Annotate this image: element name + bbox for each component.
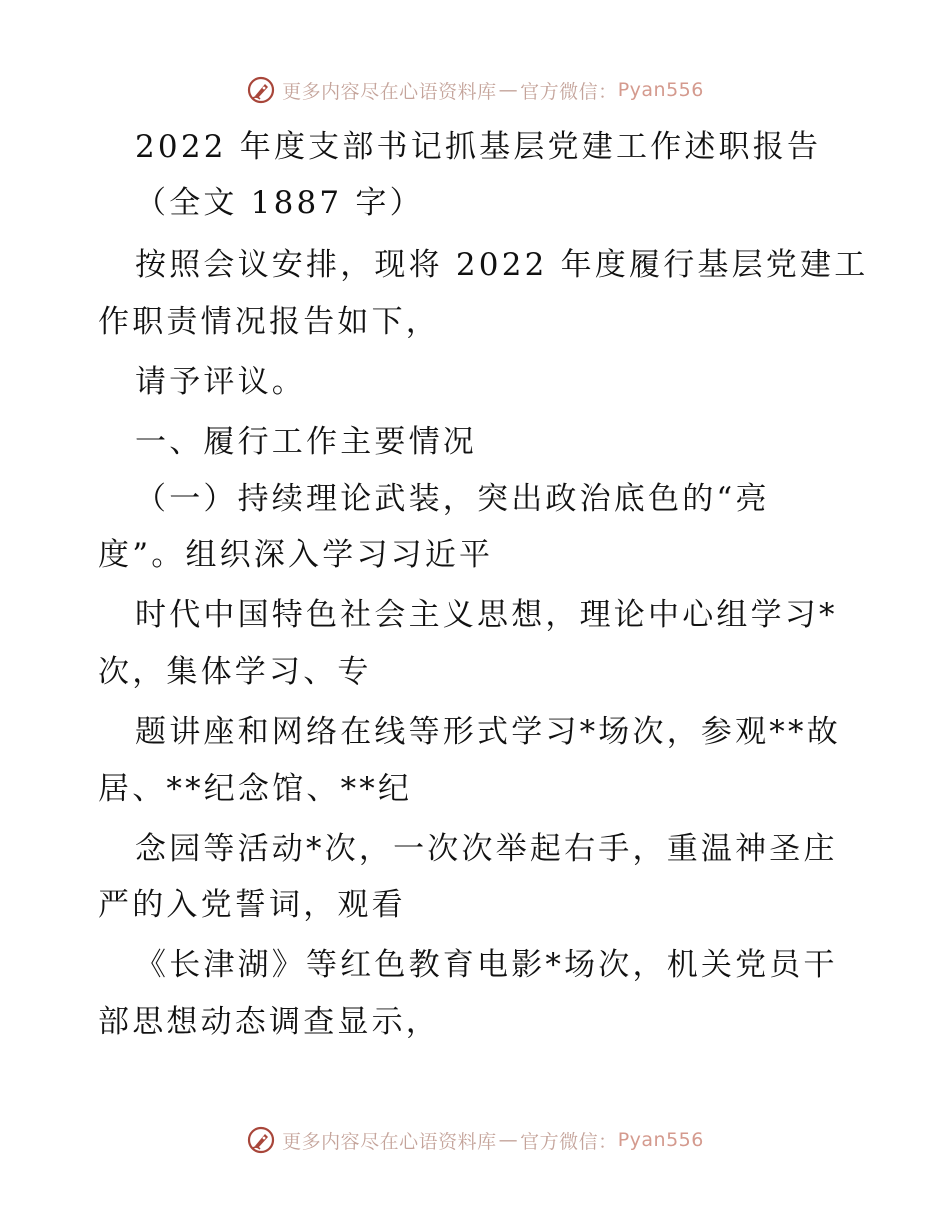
footer-watermark [0, 1120, 950, 1160]
paragraph-line: 作职责情况报告如下， [98, 304, 440, 340]
paragraph-line: 请予评议。 [135, 364, 306, 400]
header-watermark [0, 70, 950, 110]
paragraph-line: 《长津湖》等红色教育电影*场次，机关党员干 [135, 947, 838, 983]
paragraph-line: 部思想动态调查显示， [98, 1004, 440, 1040]
section-heading: 一、履行工作主要情况 [135, 424, 477, 460]
pen-nib-circle-icon [246, 1125, 276, 1155]
watermark-text: 更多内容尽在心语资料库 [282, 80, 497, 103]
paragraph-line: 严的入党誓词，观看 [98, 887, 406, 923]
document-title: 2022 年度支部书记抓基层党建工作述职报告 [135, 129, 822, 165]
watermark-handle: Pyan556 [617, 79, 704, 101]
subsection-heading: （一）持续理论武装，突出政治底色的“亮 [135, 481, 770, 517]
paragraph-line: 次，集体学习、专 [98, 654, 372, 690]
paragraph-line: 按照会议安排，现将 2022 年度履行基层党建工 [135, 247, 869, 283]
watermark-dash: — [498, 79, 519, 101]
document-subtitle: （全文 1887 字） [135, 185, 424, 221]
paragraph-line: 度”。组织深入学习习近平 [98, 537, 494, 573]
watermark-dash: — [498, 1129, 519, 1151]
paragraph-line: 题讲座和网络在线等形式学习*场次，参观**故 [135, 714, 841, 750]
paragraph-line: 时代中国特色社会主义思想，理论中心组学习* [135, 597, 838, 633]
watermark-text: 更多内容尽在心语资料库 [282, 1130, 497, 1153]
watermark-label: 官方微信： [520, 1130, 618, 1153]
pen-nib-circle-icon [246, 75, 276, 105]
watermark-label: 官方微信： [520, 80, 618, 103]
paragraph-line: 念园等活动*次，一次次举起右手，重温神圣庄 [135, 831, 838, 867]
paragraph-line: 居、**纪念馆、**纪 [98, 771, 413, 807]
watermark-handle: Pyan556 [617, 1129, 704, 1151]
